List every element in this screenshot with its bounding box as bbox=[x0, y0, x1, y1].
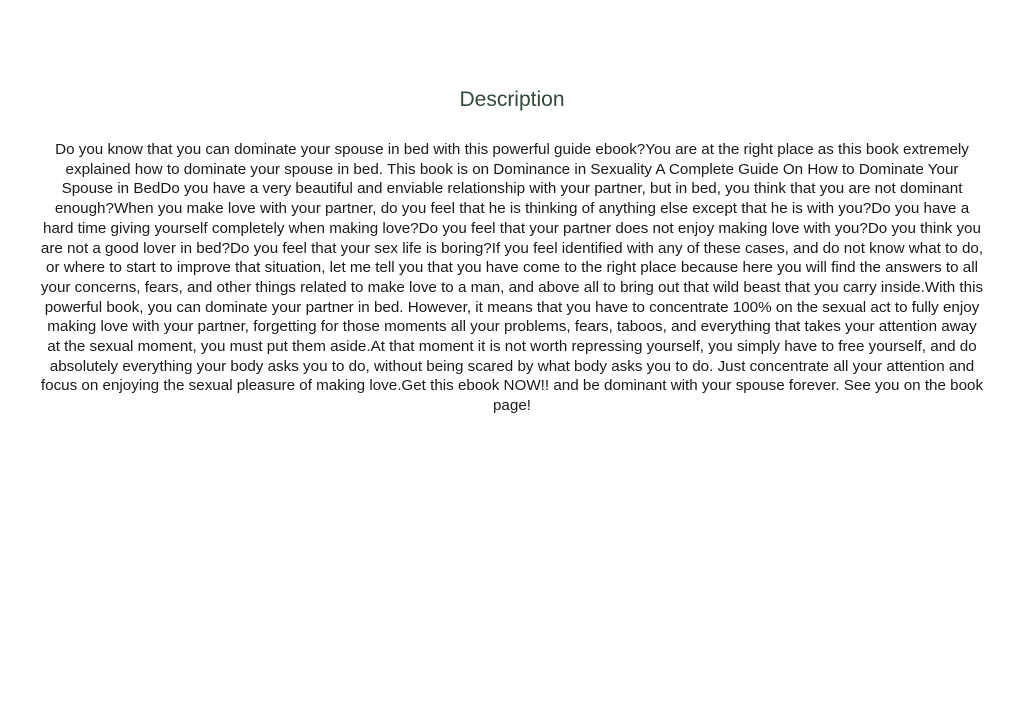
section-title: Description bbox=[459, 88, 565, 111]
description-paragraph: Do you know that you can dominate your spouse in bed with this powerful guide ebook?You are at the right place as this book extremely explained how to dominate your spouse in bed. This book is on Dominance in Sexuality A Complete Guide On How to Dominate Your Spouse in BedDo you have a very beautiful and enviable relationship with your partner, but in bed, you think that you are not dominant enough?When you make love with your partner, do you feel that he is thinking of anything else except that he is with you?Do you have a hard time giving yourself completely when making love?Do you feel that your partner does not enjoy making love with you?Do you think you are not a good lover in bed?Do you feel that your sex life is boring?If you feel identified with any of these cases, and do not know what to do, or where to start to improve that situation, let me tell you that you have come to the right place because here you will find the answers to all your concerns, fears, and other things related to make love to a man, and above all to bring out that wild beast that you carry inside.With this powerful book, you can dominate your partner in bed. However, it means that you have to concentrate 100% on the sexual act to fully enjoy making love with your partner, forgetting for those moments all your problems, fears, taboos, and everything that takes your attention away at the sexual moment, you must put them aside.At that moment it is not worth repressing yourself, you simply have to free yourself, and do absolutely everything your body asks you to do, without being scared by what body asks you to do. Just concentrate all your attention and focus on enjoying the sexual pleasure of making love.Get this ebook NOW!! and be dominant with your spouse forever. See you on the book page! bbox=[40, 141, 984, 415]
